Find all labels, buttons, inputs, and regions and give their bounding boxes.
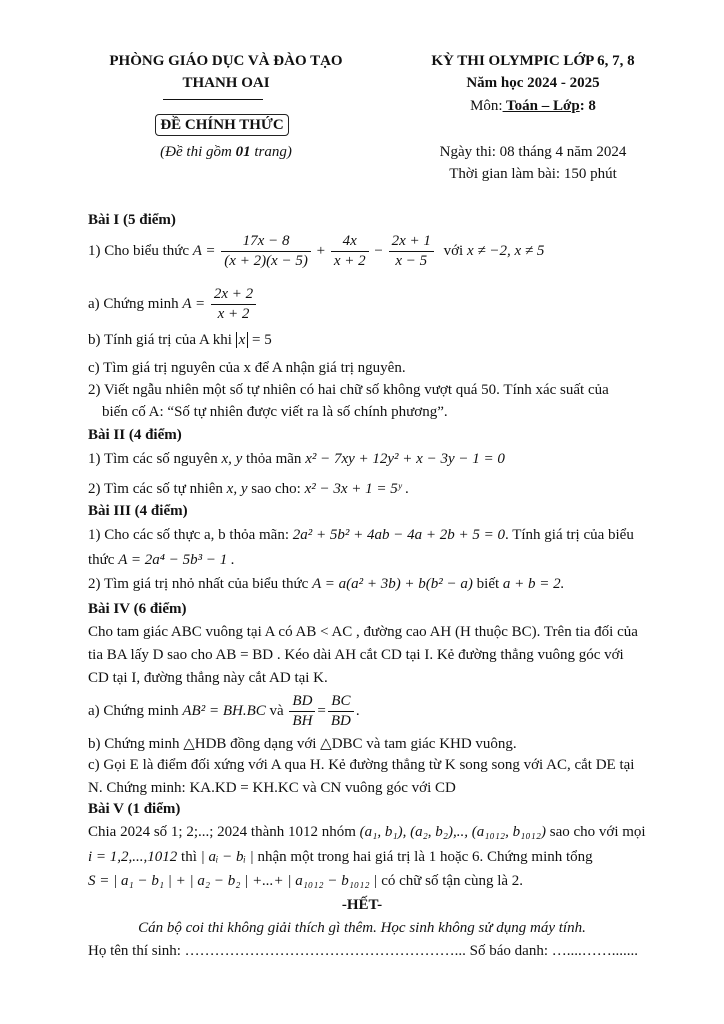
end-mark: -HẾT- (341, 897, 383, 913)
p4qa-fraction-1 (289, 692, 315, 731)
p3q1-expression: A = 2a⁴ − 5b³ − 1 . (118, 552, 235, 568)
grade-value: : 8 (579, 98, 596, 114)
p5-line2-suffix: nhận một trong hai giá trị là 1 hoặc 6. Chứng minh tổng (257, 849, 593, 865)
exam-date: Ngày thi: 08 tháng 4 năm 2024 (439, 144, 627, 160)
p4qa-fraction-2 (328, 692, 354, 731)
fraction-1-den: (x + 2)(x − 5) (224, 253, 308, 269)
qa-fraction (211, 285, 256, 324)
fraction-2 (331, 232, 369, 271)
problem-4-qa (88, 692, 360, 731)
subject-line (388, 98, 678, 115)
p4qa-fraction-2-num: BC (328, 692, 354, 712)
problem-4-qb: b) Chứng minh △HDB đồng dạng với △DBC và tam giác KHD vuông. (88, 736, 517, 752)
p3q1-suffix: . Tính giá trị của biểu (504, 527, 634, 543)
op-minus: − (374, 243, 383, 259)
qa-prefix: a) Chứng minh (88, 296, 179, 312)
qb-abs-var: x (236, 332, 249, 348)
p4qa-fraction-1-den: BH (292, 713, 313, 729)
pages-note-suffix: trang) (250, 144, 292, 160)
problem-1-qa (88, 285, 258, 324)
subject-prefix: Môn: (470, 98, 503, 114)
problem-2-q1 (88, 451, 505, 468)
qa-lhs: A = (182, 296, 206, 312)
p4qa-fraction-1-num: BD (289, 692, 315, 712)
qa-fraction-den: x + 2 (217, 306, 250, 322)
problem-5-line3 (88, 873, 523, 890)
p5-index-range: i = 1,2,...,1012 (88, 849, 178, 865)
cond-expr: x ≠ −2, x ≠ 5 (466, 243, 545, 259)
expr-lhs: A = (192, 243, 216, 259)
problem-2-title: Bài II (4 điểm) (88, 427, 182, 443)
p3q1-line2-prefix: thức (88, 552, 115, 568)
exam-duration: Thời gian làm bài: 150 phút (449, 166, 617, 182)
pages-note-prefix: (Đề thi gồm (160, 144, 236, 160)
p2q1-equation: x² − 7xy + 12y² + x − 3y − 1 = 0 (305, 451, 505, 467)
fraction-1-num: 17x − 8 (221, 232, 311, 252)
p4qa-equation: AB² = BH.BC (182, 703, 266, 719)
p2q2-mid: sao cho: (251, 481, 301, 497)
fraction-3-den: x − 5 (395, 253, 428, 269)
p4qa-eq-sign: = (317, 703, 326, 719)
district-name: THANH OAI (182, 75, 270, 91)
problem-3-q2 (88, 576, 564, 593)
fraction-3 (389, 232, 434, 271)
problem-5-line1 (88, 824, 646, 841)
p3q2-expression: A = a(a² + 3b) + b(b² − a) (312, 576, 473, 592)
p5-line1-prefix: Chia 2024 số 1; 2;...; 2024 thành 1012 nhóm (88, 824, 356, 840)
p5-line2-mid: thì (181, 849, 197, 865)
problem-2-q2 (88, 481, 409, 498)
p2q1-vars: x, y (221, 451, 243, 467)
problem-4-intro-line2: tia BA lấy D sao cho AB = BD . Kéo dài AH cắt CD tại I. Kẻ đường thẳng vuông góc với (88, 647, 624, 663)
problem-3-q1-line1 (88, 527, 634, 544)
p5-abs-diff: | aᵢ − bᵢ | (200, 849, 254, 865)
p5-line3-suffix: có chữ số tận cùng là 2. (381, 873, 524, 889)
p2q2-equation: x² − 3x + 1 = 5ʸ . (304, 481, 410, 497)
problem-4-title: Bài IV (6 điểm) (88, 601, 187, 617)
problem-3-q1-line2 (88, 552, 235, 569)
problem-1-q1 (88, 232, 544, 271)
problem-1-qb (88, 332, 272, 349)
problem-3-title: Bài III (4 điểm) (88, 503, 188, 519)
problem-5-title: Bài V (1 điểm) (88, 801, 181, 817)
p3q2-condition: a + b = 2. (502, 576, 565, 592)
fraction-2-den: x + 2 (333, 253, 366, 269)
p4qa-fraction-2-den: BD (330, 713, 351, 729)
problem-4-intro-line3: CD tại I, đường thẳng này cắt AD tại K. (88, 670, 328, 686)
fraction-3-num: 2x + 1 (389, 232, 434, 252)
subject-value: Toán – Lớp (502, 98, 580, 114)
fraction-2-num: 4x (331, 232, 369, 252)
pages-note (86, 144, 366, 161)
p5-sum-expression: S = | a₁ − b₁ | + | a₂ − b₂ | +...+ | a₁₀₁₂ − b₁₀₁₂ | (88, 873, 378, 889)
p3q2-mid: biết (476, 576, 500, 592)
p3q1-equation: 2a² + 5b² + 4ab − 4a + 2b + 5 = 0 (292, 527, 505, 543)
qa-fraction-num: 2x + 2 (211, 285, 256, 305)
problem-1-title: Bài I (5 điểm) (88, 212, 176, 228)
cond-word: với (443, 243, 464, 259)
problem-4-intro-line1: Cho tam giác ABC vuông tại A có AB < AC , đường cao AH (H thuộc BC). Trên tia đối của (88, 624, 638, 640)
problem-1-q2-line2: biến cố A: “Số tự nhiên được viết ra là số chính phương”. (102, 404, 448, 420)
p2q2-vars: x, y (226, 481, 248, 497)
p2q1-prefix: 1) Tìm các số nguyên (88, 451, 218, 467)
p4qa-prefix: a) Chứng minh (88, 703, 179, 719)
p5-line1-suffix: sao cho với mọi (549, 824, 646, 840)
fraction-1 (221, 232, 311, 271)
pages-note-count: 01 (235, 144, 251, 160)
problem-4-qc-line2: N. Chứng minh: KA.KD = KH.KC và CN vuông góc với CD (88, 780, 456, 796)
p2q2-prefix: 2) Tìm các số tự nhiên (88, 481, 223, 497)
p3q2-prefix: 2) Tìm giá trị nhỏ nhất của biểu thức (88, 576, 309, 592)
qb-rhs: = 5 (252, 332, 272, 348)
header-divider (163, 99, 263, 100)
q1-prefix: 1) Cho biểu thức (88, 243, 190, 259)
school-year: Năm học 2024 - 2025 (466, 75, 600, 91)
p3q1-prefix: 1) Cho các số thực a, b thỏa mãn: (88, 527, 289, 543)
p4qa-end: . (355, 703, 360, 719)
qb-prefix: b) Tính giá trị của A khi (88, 332, 232, 348)
problem-5-line2 (88, 849, 593, 866)
p4qa-and: và (269, 703, 284, 719)
problem-4-qc-line1: c) Gọi E là điểm đối xứng với A qua H. Kẻ đường thẳng từ K song song với AC, cắt DE tại (88, 757, 635, 773)
p2q1-mid: thỏa mãn (246, 451, 302, 467)
official-label: ĐỀ CHÍNH THỨC (160, 117, 284, 133)
department-name: PHÒNG GIÁO DỤC VÀ ĐÀO TẠO (109, 53, 343, 69)
candidate-info-line: Họ tên thí sinh: ………………………………………………... Số báo danh: …....……....... (88, 943, 638, 959)
problem-1-qc: c) Tìm giá trị nguyên của x để A nhận giá trị nguyên. (88, 360, 406, 376)
p5-pairs-expression: (a₁, b₁), (a₂, b₂),.., (a₁₀₁₂, b₁₀₁₂) (359, 824, 546, 840)
op-plus: + (316, 243, 326, 259)
exam-title: KỲ THI OLYMPIC LỚP 6, 7, 8 (431, 53, 635, 69)
problem-1-q2-line1: 2) Viết ngẫu nhiên một số tự nhiên có hai chữ số không vượt quá 50. Tính xác suất của (88, 382, 609, 398)
proctor-note: Cán bộ coi thi không giải thích gì thêm. Học sinh không sử dụng máy tính. (138, 920, 586, 936)
